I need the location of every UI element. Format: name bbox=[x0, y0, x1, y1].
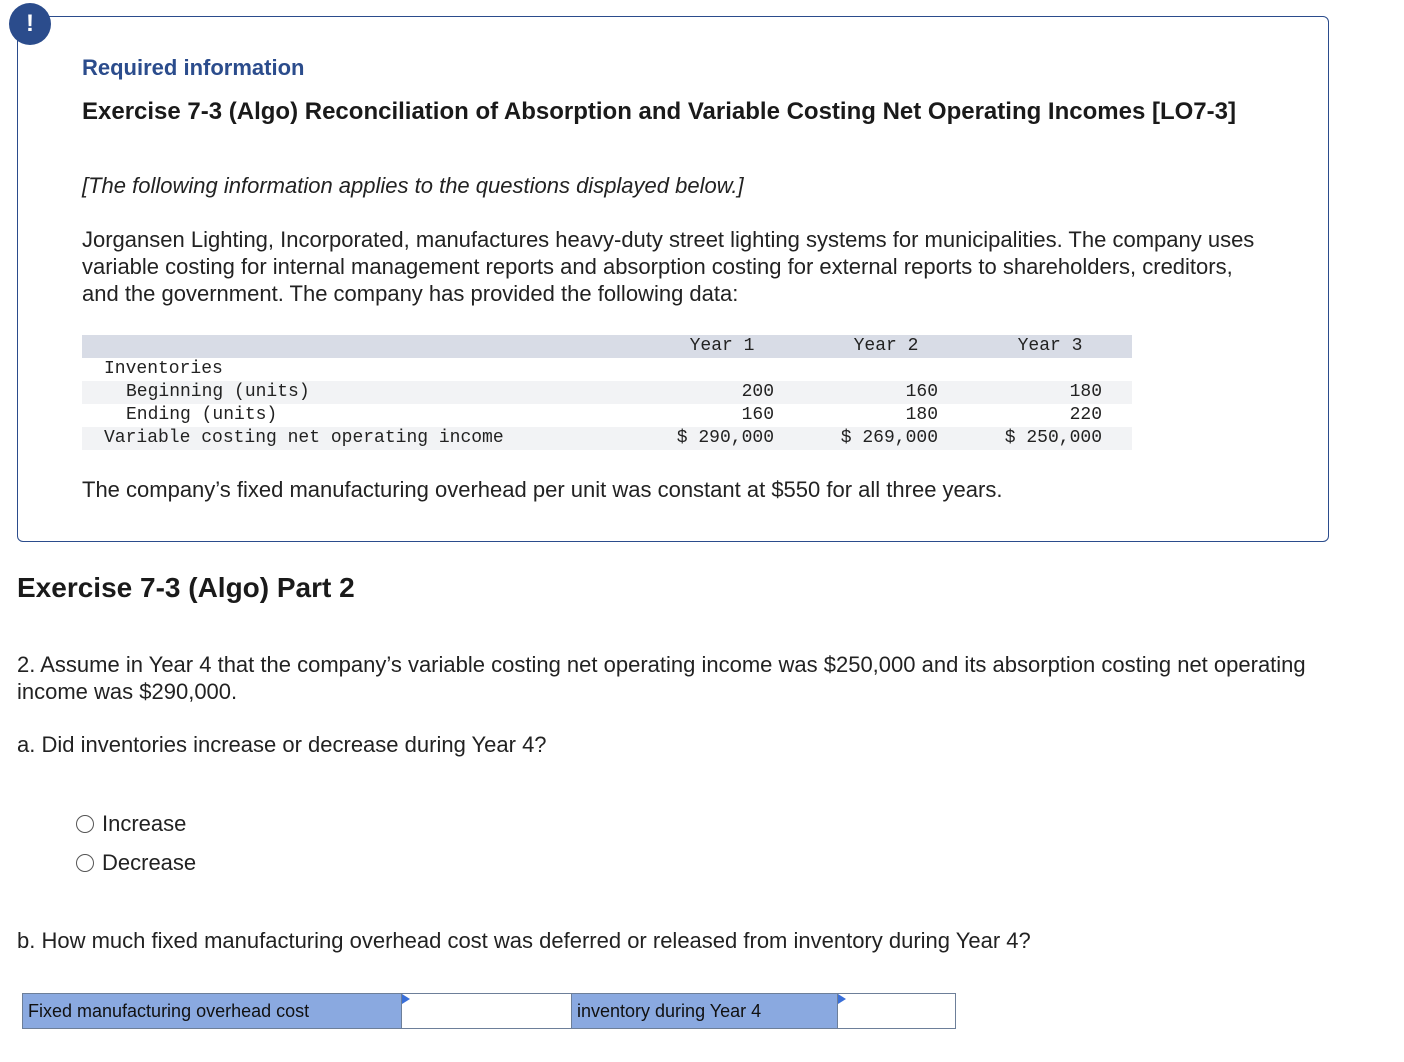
table-header-row bbox=[82, 335, 1132, 358]
answer-label-fixed-overhead: Fixed manufacturing overhead cost bbox=[23, 994, 401, 1028]
radio-button-icon[interactable] bbox=[76, 854, 94, 872]
row-label: Variable costing net operating income bbox=[82, 427, 640, 450]
deferred-released-select[interactable] bbox=[402, 994, 571, 1028]
table-row bbox=[82, 404, 1132, 427]
exercise-description: Jorgansen Lighting, Incorporated, manufactures heavy-duty street lighting systems for municipalities. The company uses variable costing for internal management reports and absorption costing for external reports to shareholders, creditors, and the government. The company has provided the following data: bbox=[82, 227, 1255, 306]
cell-value: $ 250,000 bbox=[968, 427, 1132, 450]
amount-input-wrap[interactable] bbox=[837, 994, 955, 1028]
table-row bbox=[82, 427, 1132, 450]
question-a: a. Did inventories increase or decrease during Year 4? bbox=[17, 732, 547, 757]
table-header-year-3: Year 3 bbox=[968, 335, 1132, 358]
question-b: b. How much fixed manufacturing overhead cost was deferred or released from inventory during Year 4? bbox=[17, 928, 1031, 953]
row-label: Ending (units) bbox=[126, 405, 278, 425]
table-row bbox=[82, 358, 1132, 381]
table-header-year-1: Year 1 bbox=[640, 335, 804, 358]
required-info-panel bbox=[17, 16, 1329, 542]
inventories-label: Inventories bbox=[104, 359, 223, 379]
deferred-released-dropdown[interactable] bbox=[401, 994, 571, 1028]
cell-value: 180 bbox=[968, 381, 1132, 404]
cell-value: 200 bbox=[640, 381, 804, 404]
table-header-blank bbox=[82, 335, 640, 358]
fixed-overhead-note: The company’s fixed manufacturing overhead per unit was constant at $550 for all three years. bbox=[82, 477, 1003, 502]
row-label: Beginning (units) bbox=[82, 381, 640, 404]
exercise-title: Exercise 7-3 (Algo) Reconciliation of Absorption and Variable Costing Net Operating Incomes [LO7-3] bbox=[82, 98, 1236, 125]
exclamation-icon: ! bbox=[9, 3, 51, 45]
applies-note: [The following information applies to the questions displayed below.] bbox=[82, 173, 744, 198]
cell-value: 180 bbox=[905, 405, 938, 425]
question-2: 2. Assume in Year 4 that the company’s variable costing net operating income was $250,000 and its absorption costing net operating income was $290,000. bbox=[17, 652, 1306, 704]
dropdown-indicator-icon bbox=[838, 994, 846, 1004]
answer-label-inventory-year4: inventory during Year 4 bbox=[571, 994, 837, 1028]
table-header-year-2: Year 2 bbox=[804, 335, 968, 358]
part-title: Exercise 7-3 (Algo) Part 2 bbox=[17, 572, 355, 603]
answer-row bbox=[22, 993, 956, 1029]
radio-increase[interactable] bbox=[76, 811, 186, 837]
inventory-data-table bbox=[82, 335, 1132, 450]
radio-label: Increase bbox=[102, 811, 187, 836]
required-info-title: Required information bbox=[82, 55, 305, 80]
cell-value: 160 bbox=[804, 381, 968, 404]
dropdown-indicator-icon bbox=[402, 994, 410, 1004]
cell-value: $ 269,000 bbox=[804, 427, 968, 450]
radio-label: Decrease bbox=[102, 850, 197, 875]
cell-value: 160 bbox=[741, 405, 774, 425]
table-row bbox=[82, 381, 1132, 404]
cell-value: 220 bbox=[1069, 405, 1102, 425]
radio-decrease[interactable] bbox=[76, 850, 196, 876]
amount-input[interactable] bbox=[838, 994, 955, 1028]
radio-button-icon[interactable] bbox=[76, 815, 94, 833]
cell-value: $ 290,000 bbox=[640, 427, 804, 450]
